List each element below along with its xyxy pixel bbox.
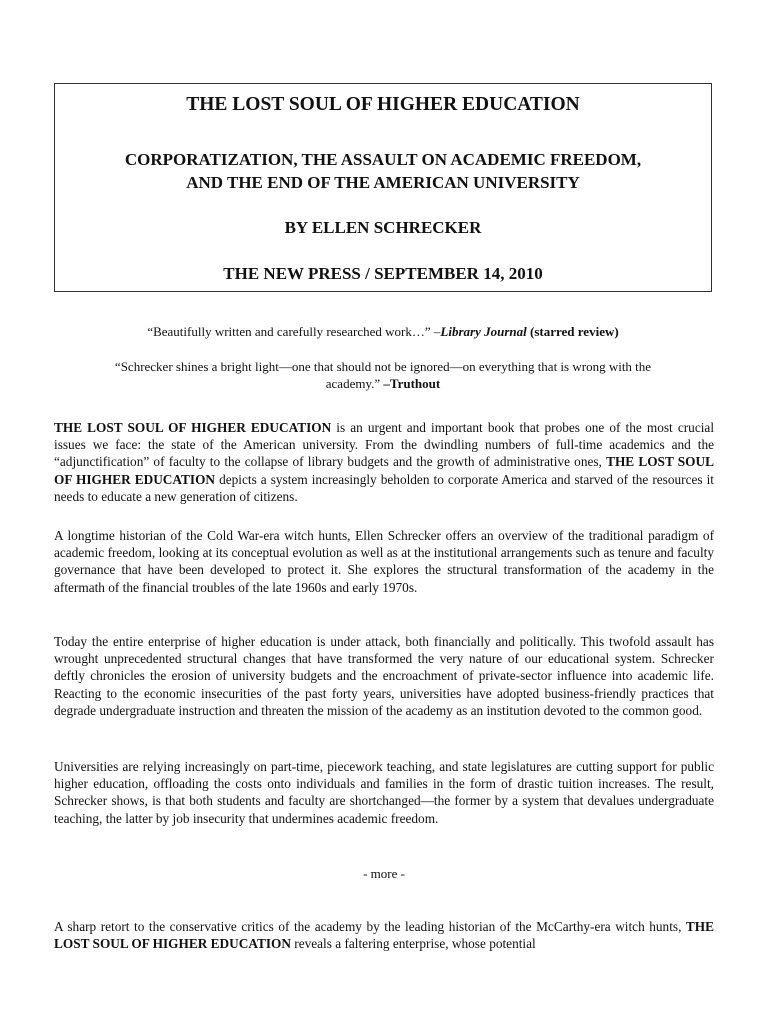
byline: BY ELLEN SCHRECKER [284,218,482,237]
paragraph-1-text-a: is an urgent and important book that probes one of the most crucial issues we face: the state of the American university. From the dwindling numbers of full-time academics and the “adjunctification” of faculty to the collapse of library budgets and the growth of administrative ones, [54,420,715,470]
paragraph-2: A longtime historian of the Cold War-era witch hunts, Ellen Schrecker offers an overview of the traditional paradigm of academic freedom, looking at its conceptual evolution as well as at the institutional arrangements such as tenure and faculty governance that have been developed to protect it. She explores the structural transformation of the academy in the aftermath of the financial troubles of the late 1960s and early 1970s. [54,528,714,595]
paragraph-5-bold-title: THE LOST SOUL OF HIGHER EDUCATION [54,919,714,952]
quote-1-source: Library Journal [440,324,527,339]
quote-1-note: (starred review) [526,324,619,339]
book-title: THE LOST SOUL OF HIGHER EDUCATION [186,94,580,115]
quote-1-text: “Beautifully written and carefully researched work…” – [147,324,441,339]
paragraph-5-text-a: A sharp retort to the conservative critics of the academy by the leading historian of the McCarthy-era witch hunts, [54,919,686,934]
paragraph-1 [54,419,714,505]
review-quote-2 [54,359,712,392]
paragraph-1-bold-title-2: THE LOST SOUL OF HIGHER EDUCATION [54,454,714,487]
paragraph-4: Universities are relying increasingly on part-time, piecework teaching, and state legislatures are cutting support for public higher education, offloading the costs onto individuals and families in the form of drastic tuition increases. The result, Schrecker shows, is that both students and faculty are shortchanged—the former by a system that devalues undergraduate teaching, the latter by job insecurity that undermines academic freedom. [54,759,714,826]
more-marker: - more - [363,866,405,881]
paragraph-1-bold-title: THE LOST SOUL OF HIGHER EDUCATION [54,420,332,435]
quote-2-source: –Truthout [383,375,441,391]
title-box [54,83,712,292]
paragraph-1-text-b: depicts a system increasingly beholden to corporate America and starved of the resources it needs to educate a new generation of citizens. [54,471,714,504]
book-subtitle [55,148,711,194]
subtitle-line-2: AND THE END OF THE AMERICAN UNIVERSITY [186,173,580,192]
subtitle-line-1: CORPORATIZATION, THE ASSAULT ON ACADEMIC FREEDOM, [124,150,642,169]
paragraph-5-text-b: reveals a faltering enterprise, whose potential [290,936,536,952]
paragraph-5 [54,918,714,952]
paragraph-3: Today the entire enterprise of higher education is under attack, both financially and politically. This twofold assault has wrought unprecedented structural changes that have transformed the very nature of our educational system. Schrecker deftly chronicles the erosion of university budgets and the encroachment of private-sector influence into academic life. Reacting to the economic insecurities of the past forty years, universities have adopted business-friendly practices that degrade undergraduate instruction and threaten the mission of the academy as an institution devoted to the common good. [54,634,714,718]
publisher-date: THE NEW PRESS / SEPTEMBER 14, 2010 [223,264,543,283]
quote-2-text: “Schrecker shines a bright light—one that should not be ignored—on everything that is wrong with the academy.” [114,359,652,391]
review-quote-1 [54,324,712,341]
